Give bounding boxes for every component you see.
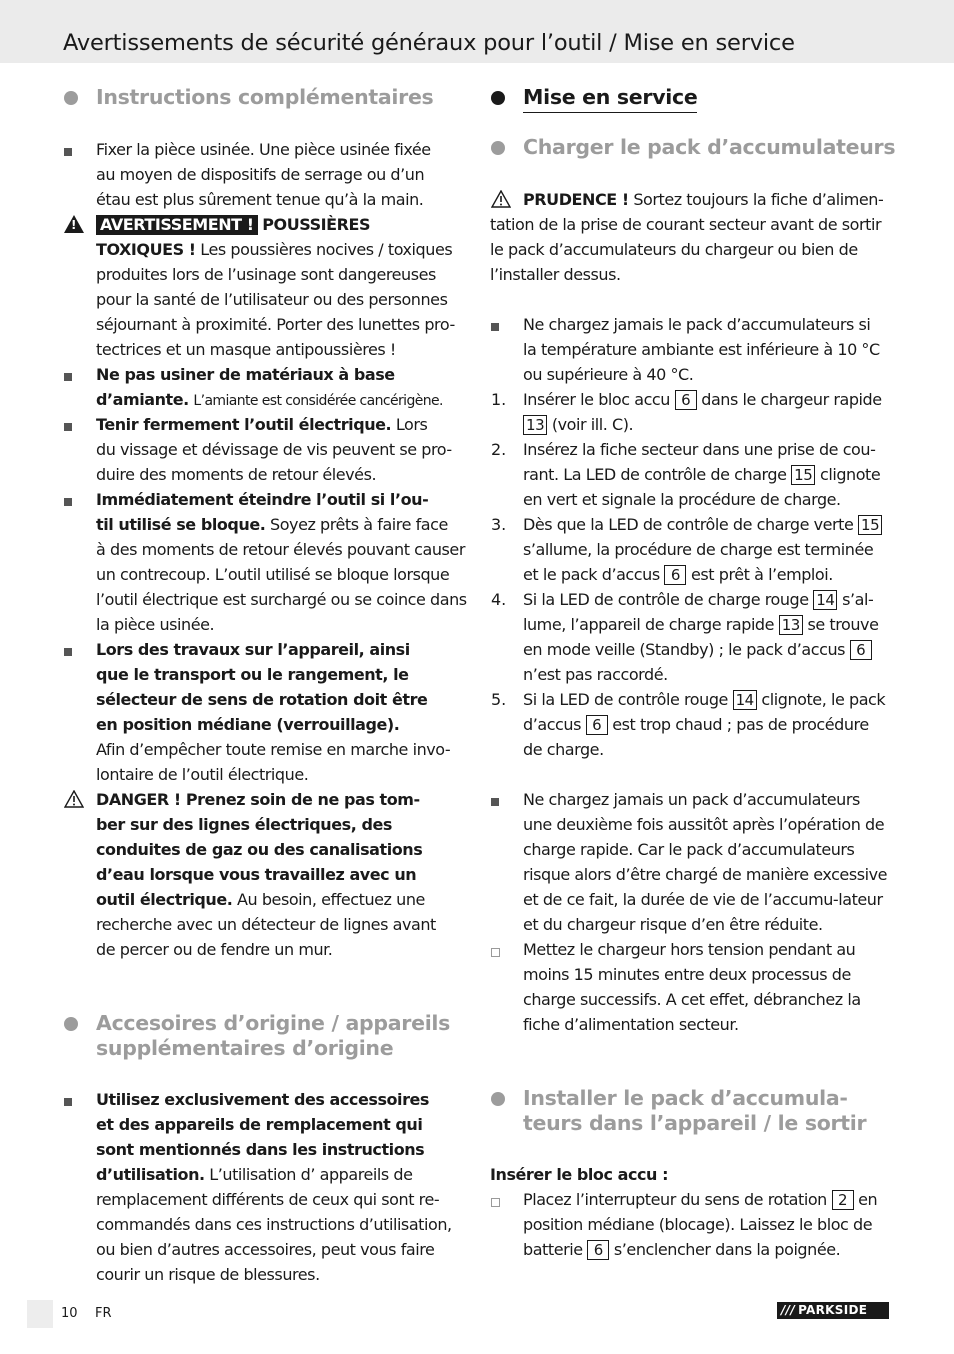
- ref-number: 14: [813, 590, 837, 610]
- ref-number: 13: [523, 415, 547, 435]
- section-title-instructions: Instructions complémentaires: [96, 85, 434, 109]
- step-number: 3.: [491, 515, 507, 534]
- bullet-cooldown: Mettez le chargeur hors tension pendant au moins 15 minutes entre deux processus de charge successifs. A cet effet, débranchez la fiche d’alimentation secteur.: [523, 940, 861, 1034]
- bullet-original-accessories: Utilisez exclusivement des accessoires et des appareils de remplacement qui sont mentionnés dans les instructions d’utilisation. L’utilisation d’ appareils de remplacement différents de ceux qui sont re- commandés dans ces instructions d’utilisation, ou bien d’autres accessoires, peut vous faire courir un risque de blessures.: [96, 1090, 452, 1284]
- bullet-rotation-lock: Lors des travaux sur l’appareil, ainsi que le transport ou le rangement, le sélecteur de sens de rotation doit être en position médiane (verrouillage). Afin d’empêcher toute remise en marche invo- lontaire de l’outil électrique.: [96, 640, 451, 784]
- ref-number: 13: [779, 615, 803, 635]
- step-2: Insérez la fiche secteur dans une prise de cou- rant. La LED de contrôle de charge 15 clignote en vert et signale la procédure de charge.: [523, 440, 881, 509]
- bullet-temperature: Ne chargez jamais le pack d’accumulateurs si la température ambiante est inférieure à 10 °C ou supérieure à 40 °C.: [523, 315, 880, 384]
- section-title-install: Installer le pack d’accumula- teurs dans l’appareil / le sortir: [523, 1086, 867, 1135]
- warning-triangle-icon: [64, 215, 84, 233]
- bullet-square-icon: [491, 1198, 500, 1207]
- step-4: Si la LED de contrôle de charge rouge 14 s’al- lume, l’appareil de charge rapide 13 se trouve en mode veille (Standby) ; le pack d’accus 6 n’est pas raccordé.: [523, 590, 879, 684]
- ref-number: 6: [586, 715, 608, 735]
- step-number: 5.: [491, 690, 507, 709]
- section-dot-icon: [491, 141, 505, 155]
- page-header: [0, 0, 954, 63]
- language-code: FR: [95, 1306, 112, 1321]
- ref-number: 6: [675, 390, 697, 410]
- warning-triangle-icon: [64, 790, 84, 808]
- step-1: Insérer le bloc accu 6 dans le chargeur rapide 13 (voir ill. C).: [523, 390, 882, 434]
- page-title: Avertissements de sécurité généraux pour l’outil / Mise en service: [63, 30, 795, 56]
- step-number: 4.: [491, 590, 507, 609]
- bullet-asbestos: Ne pas usiner de matériaux à base d’amiante. L’amiante est considérée cancérigène.: [96, 365, 443, 409]
- bullet-square-icon: [64, 373, 72, 381]
- bullet-no-recharge: Ne chargez jamais un pack d’accumulateurs une deuxième fois aussitôt après l’opération de charge rapide. Car le pack d’accumulateurs risque alors d’être chargé de manière excessive et de ce fait, la durée de vie de l’accumu-lateur et du chargeur risque d’en être réduite.: [523, 790, 887, 934]
- section-title-charge: Charger le pack d’accumulateurs: [523, 135, 896, 159]
- danger-lines: DANGER ! Prenez soin de ne pas tom- ber sur des lignes électriques, des conduites de gaz ou des canalisations d’eau lorsque vous travaillez avec un outil électrique. Au besoin, effectuez une recherche avec un détecteur de lignes avant de percer ou de fendre un mur.: [96, 790, 436, 959]
- bullet-switch-off: Immédiatement éteindre l’outil si l’ou- til utilisé se bloque. Soyez prêts à faire face à des moments de retour élevés pouvant causer un contrecoup. L’outil utilisé se bloque lorsque l’outil électrique est surchargé ou se coince dans la pièce usinée.: [96, 490, 467, 634]
- step-number: 2.: [491, 440, 507, 459]
- bullet-square-icon: [64, 148, 72, 156]
- brand-logo: [777, 1302, 889, 1319]
- page-number: 10: [61, 1306, 78, 1321]
- caution-unplug: PRUDENCE ! Sortez toujours la fiche d’alimen- tation de la prise de courant secteur avant de sortir le pack d’accumulateurs du chargeur ou bien de l’installer dessus.: [490, 190, 884, 284]
- ref-number: 14: [733, 690, 757, 710]
- bullet-square-icon: [491, 323, 499, 331]
- bullet-square-icon: [64, 423, 72, 431]
- bullet-hold-tool: Tenir fermement l’outil électrique. Lors du vissage et dévissage de vis peuvent se pro- duire des moments de retour élevés.: [96, 415, 452, 484]
- bullet-square-icon: [491, 948, 500, 957]
- section-title-commissioning: Mise en service: [523, 85, 697, 110]
- bullet-square-icon: [64, 498, 72, 506]
- brand-name: PARKSIDE: [798, 1303, 868, 1317]
- step-number: 1.: [491, 390, 507, 409]
- bullet-square-icon: [491, 798, 499, 806]
- subheading-insert: Insérer le bloc accu :: [490, 1165, 669, 1184]
- ref-number: 6: [664, 565, 686, 585]
- ref-number: 15: [791, 465, 815, 485]
- ref-number: 6: [850, 640, 872, 660]
- section-dot-icon: [64, 1017, 78, 1031]
- footer-tab: [27, 1300, 53, 1328]
- warning-toxic-dust: AVERTISSEMENT ! POUSSIÈRES TOXIQUES ! Les poussières nocives / toxiques produites lors de l’usinage sont dangereuses pour la santé de l’utilisateur ou des personnes séjournant à proximité. Porter des lunettes pro- tectrices et un masque antipoussières !: [96, 215, 455, 359]
- ref-number: 15: [858, 515, 882, 535]
- bullet-square-icon: [64, 1098, 72, 1106]
- warning-badge: AVERTISSEMENT !: [96, 215, 258, 235]
- brand-mark: ///: [781, 1303, 796, 1317]
- bullet-square-icon: [64, 648, 72, 656]
- bullet-fix-workpiece: Fixer la pièce usinée. Une pièce usinée fixée au moyen de dispositifs de serrage ou d’un étau est plus sûrement tenue qu’à la main.: [96, 140, 431, 209]
- ref-number: 2: [832, 1190, 854, 1210]
- ref-number: 6: [587, 1240, 609, 1260]
- bullet-insert-battery: Placez l’interrupteur du sens de rotation 2 en position médiane (blocage). Laissez le bloc de batterie 6 s’enclencher dans la poignée.: [523, 1190, 878, 1259]
- section-title-accessories: Accesoires d’origine / appareils supplémentaires d’origine: [96, 1011, 451, 1060]
- step-3: Dès que la LED de contrôle de charge verte 15 s’allume, la procédure de charge est terminée et le pack d’accus 6 est prêt à l’emploi.: [523, 512, 882, 587]
- section-dot-icon: [491, 91, 505, 105]
- section-dot-icon: [64, 91, 78, 105]
- step-5: Si la LED de contrôle rouge 14 clignote, le pack d’accus 6 est trop chaud ; pas de procédure de charge.: [523, 690, 886, 759]
- section-dot-icon: [491, 1092, 505, 1106]
